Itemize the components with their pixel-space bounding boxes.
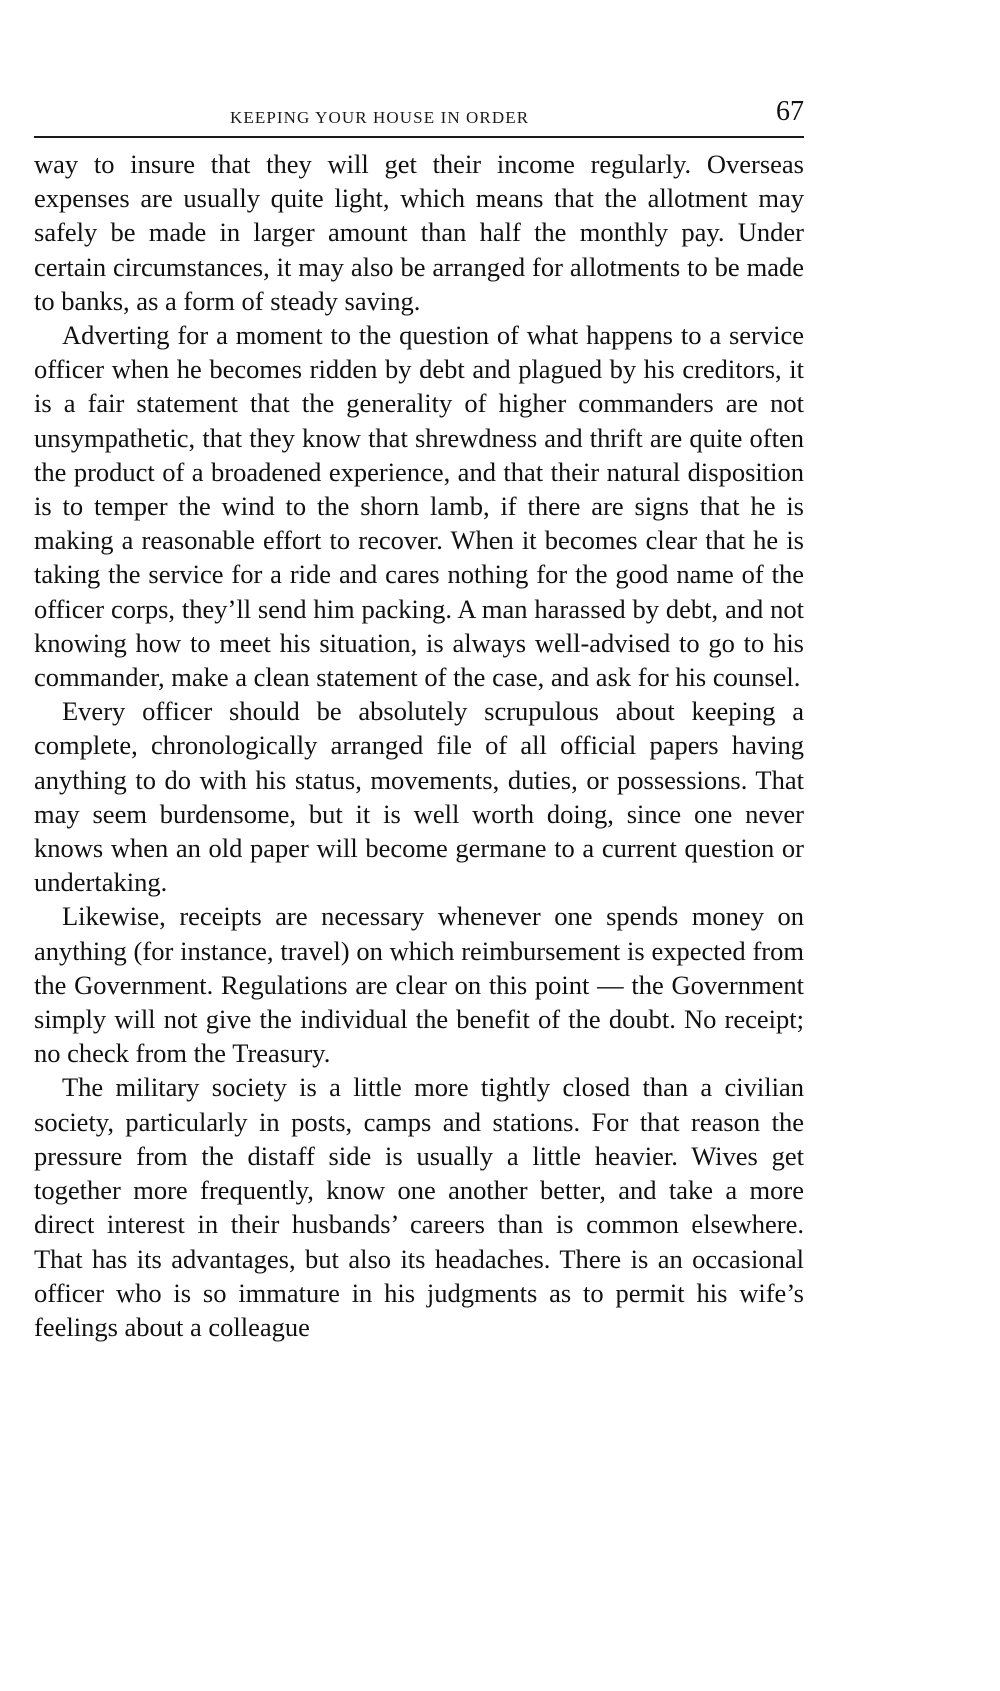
paragraph: Likewise, receipts are necessary whenever one spends money on anything (for instance, travel) on which reimbursement is expected from the Government. Regulations are clear on this point — the Government simply will not give the individual the benefit of the doubt. No receipt; no check from the Treasury.	[34, 901, 804, 1069]
page-number: 67	[776, 96, 804, 127]
book-page	[34, 96, 804, 1344]
paragraph: Adverting for a moment to the question of what happens to a service officer when he becomes ridden by debt and plagued by his creditors, it is a fair statement that the generality of higher commanders are not unsympathetic, that they know that shrewdness and thrift are quite often the product of a broadened experience, and that their natural disposition is to temper the wind to the shorn lamb, if there are signs that he is making a reasonable effort to recover. When it becomes clear that he is taking the service for a ride and cares nothing for the good name of the officer corps, they’ll send him packing. A man harassed by debt, and not knowing how to meet his situation, is always well-advised to go to his commander, make a clean statement of the case, and ask for his counsel.	[34, 320, 804, 693]
paragraph-continued: way to insure that they will get their income regularly. Overseas expenses are usually quite light, which means that the allotment may safely be made in larger amount than half the monthly pay. Under certain circumstances, it may also be arranged for allotments to be made to banks, as a form of steady saving.	[34, 149, 804, 316]
paragraph: The military society is a little more tightly closed than a civilian society, particularly in posts, camps and stations. For that reason the pressure from the distaff side is usually a little heavier. Wives get together more frequently, know one another better, and take a more direct interest in their husbands’ careers than is common elsewhere. That has its advantages, but also its headaches. There is an occasional officer who is so immature in his judgments as to permit his wife’s feelings about a colleague	[34, 1072, 804, 1342]
body-text	[34, 147, 804, 1344]
running-title: KEEPING YOUR HOUSE IN ORDER	[230, 108, 530, 127]
paragraph: Every officer should be absolutely scrupulous about keeping a complete, chronologically arranged file of all official papers having anything to do with his status, movements, duties, or possessions. That may seem burdensome, but it is well worth doing, since one never knows when an old paper will become germane to a current question or undertaking.	[34, 696, 804, 898]
header-rule	[34, 136, 804, 138]
running-head	[34, 96, 804, 136]
